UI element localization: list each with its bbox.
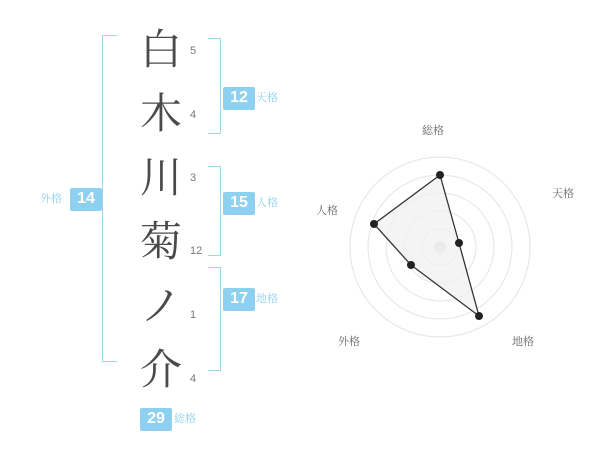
radar-axis-label-soukaku: 総格 xyxy=(422,125,444,137)
tenkaku-bracket xyxy=(208,38,221,134)
chikaku-value: 17 xyxy=(223,288,255,311)
jinkaku-bracket xyxy=(208,166,221,256)
jinkaku-label: 人格 xyxy=(256,197,278,209)
soukaku-value: 29 xyxy=(140,408,172,431)
kanji-column xyxy=(130,18,192,402)
kanji-char: 白 xyxy=(139,25,182,74)
radar-axis-label-gaikaku: 外格 xyxy=(338,336,360,348)
chikaku-label: 地格 xyxy=(256,293,278,305)
gaikaku-label: 外格 xyxy=(40,193,62,205)
radar-chart-svg xyxy=(310,0,600,470)
stroke-count: 12 xyxy=(190,245,203,257)
radar-axis-label-chikaku: 地格 xyxy=(512,336,534,348)
gaikaku-bracket xyxy=(102,35,117,362)
radar-axis-label-tenkaku: 天格 xyxy=(552,188,574,200)
kanji-char: 介 xyxy=(139,345,182,394)
stroke-count: 4 xyxy=(190,373,197,385)
kanji-char: 菊 xyxy=(139,217,182,266)
radar-series xyxy=(370,171,483,320)
stroke-count: 1 xyxy=(190,309,197,321)
soukaku-label: 総格 xyxy=(174,413,196,425)
chikaku-bracket xyxy=(208,267,221,371)
kanji-char: 木 xyxy=(139,89,182,138)
stroke-count: 5 xyxy=(190,45,197,57)
kanji-char: ノ xyxy=(139,281,182,330)
stroke-count: 4 xyxy=(190,109,197,121)
radar-chart xyxy=(310,0,600,470)
stroke-count: 3 xyxy=(190,172,197,184)
kanji-char: 川 xyxy=(139,153,182,202)
gaikaku-value: 14 xyxy=(70,188,102,211)
jinkaku-value: 15 xyxy=(223,192,255,215)
radar-axis-label-jinkaku: 人格 xyxy=(316,205,338,217)
tenkaku-value: 12 xyxy=(223,87,255,110)
tenkaku-label: 天格 xyxy=(256,92,278,104)
